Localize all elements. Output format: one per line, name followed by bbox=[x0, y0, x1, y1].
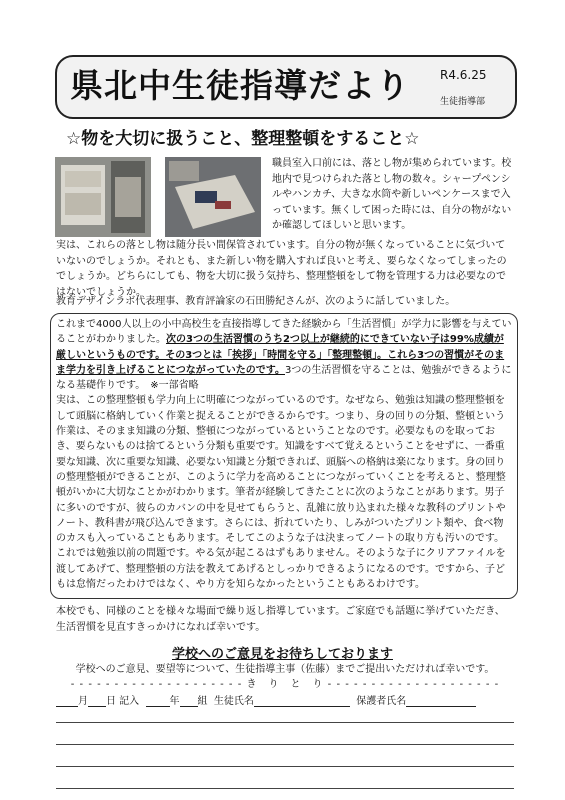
student-name-blank[interactable] bbox=[254, 694, 350, 707]
day-blank[interactable] bbox=[88, 694, 106, 707]
paragraph-quote-intro: 教育デザインラボ代表理事、教育評論家の石田勝紀さんが、次のように話していました。 bbox=[56, 296, 456, 307]
writing-line-1[interactable] bbox=[56, 722, 514, 723]
writing-line-4[interactable] bbox=[56, 788, 514, 789]
quote-emphasis: 次の3つの生活習慣のうち2つ以上が継続的にできていない子は99%成績が厳しいというものです。その3つとは「挨拶」「時間を守る」「整理整頓」。これら3つの習慣がそのまま学力を引き上げることにつながっていたのです。 bbox=[56, 334, 505, 376]
department-name: 生徒指導部 bbox=[440, 97, 486, 107]
class-blank[interactable] bbox=[180, 694, 198, 707]
day-label: 日 記入 bbox=[106, 696, 140, 707]
guardian-label: 保護者氏名 bbox=[356, 696, 407, 707]
quote-text bbox=[56, 317, 512, 592]
writing-line-2[interactable] bbox=[56, 744, 514, 745]
cut-line: - - - - - - - - - - - - - - - - - - - - き り と り - - - - - - - - - - - - - - - - - - - - bbox=[70, 679, 500, 690]
reply-form-header bbox=[56, 692, 514, 707]
class-label: 組 bbox=[197, 696, 208, 707]
issue-date: R4.6.25 bbox=[440, 68, 487, 82]
quote-body: 実は、この整理整頓も学力向上に明確につながっているのです。なぜなら、勉強は知識の整理整頓をして頭脳に格納していく作業と捉えることができるからです。つまり、身の回りの分類、整頓という作業は、そのまま知識の分類、整頓につながっているということなのです。必要なものを取っておき、要らないものは捨てるという分類も重要です。知識をすべて覚えるということをせずに、一番重要な知識、次に重要な知識、必要ない知識と分類できれば、頭脳への格納は楽になります。身の回りの整理整頓ができることが、このように学力を高めることにつながっていくことを考えると、整理整頓がいかに大切なことかがわかります。筆者が経験してきたことに次のようなことがあります。男子に多いのですが、彼らのカバンの中を見せてもらうと、乱雑に放り込まれた様々な教科のプリントやノート、教科書が飛び込んできます。さらには、折れていたり、しみがついたプリント類や、食べ物のカスも入っていることもあります。そしてこのような子は決まってノートの取り方も汚いのです。これでは勉強以前の問題です。やる気が起こるはずもありません。そのような子にクリアファイルを渡してあげて、整理整頓の方法を教えてあげるとしっかりできるようになるのです。ですから、子どもは怠惰だったわけではなく、やり方を知らなかったということもあるわけです。 bbox=[56, 395, 506, 591]
lost-items-shelf-photo bbox=[55, 157, 151, 237]
opinion-body: 学校へのご意見、要望等について、生徒指導主事（佐藤）までご提出いただければ幸いです。 bbox=[75, 664, 495, 675]
quote-lead: これまで4000人以上の小中高校生を直接指導してきた経験から「生活習慣」が学力に影響を与えていることがわかりました。 bbox=[56, 319, 512, 346]
paragraph-school: 本校でも、同様のことを様々な場面で繰り返し指導しています。ご家庭でも話題に挙げていただき、生活習慣を見直すきっかけになれば幸いです。 bbox=[56, 606, 505, 633]
writing-line-3[interactable] bbox=[56, 766, 514, 767]
page-title: 県北中生徒指導だより bbox=[70, 66, 410, 105]
lost-items-box-photo bbox=[165, 157, 261, 237]
year-blank[interactable] bbox=[146, 694, 170, 707]
guardian-name-blank[interactable] bbox=[406, 694, 476, 707]
article-heading: ☆物を大切に扱うこと、整理整頓をすること☆ bbox=[66, 129, 420, 149]
month-label: 月 bbox=[78, 696, 88, 707]
month-blank[interactable] bbox=[56, 694, 78, 707]
intro-paragraph: 職員室入口前には、落とし物が集められています。校地内で見つけられた落とし物の数々。シャープペンシルやハンカチ、大きな水筒や新しいペンケースまで入っています。無くして困った時には、自分の物がないか確認してほしいと思います。 bbox=[272, 158, 512, 231]
paragraph-lost-items: 実は、これらの落とし物は随分長い間保管されています。自分の物が無くなっていることに気づいていないのでしょうか。それとも、また新しい物を購入すれば良いと考え、要らなくなってしまったのでしょうか。どちらにしても、物を大切に扱う気持ち、整理整頓をして物を管理する力は必要なのではないでしょうか。 bbox=[56, 240, 507, 298]
quote-tail: 3つの生活習慣を守ることは、勉強ができるようになる基礎作りです。 ※一部省略 bbox=[56, 364, 512, 392]
student-label: 生徒氏名 bbox=[213, 696, 254, 707]
opinion-heading: 学校へのご意見をお待ちしております bbox=[171, 647, 393, 662]
year-label: 年 bbox=[169, 696, 180, 707]
